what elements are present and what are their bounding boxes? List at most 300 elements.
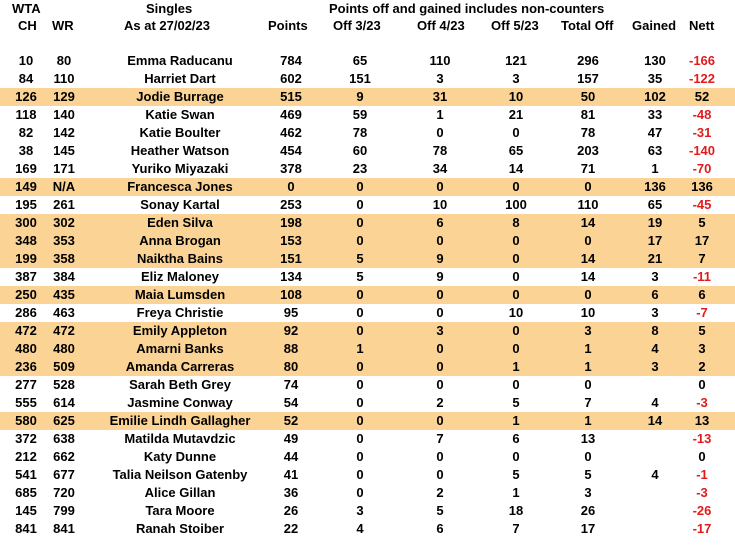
gained-cell: 21 [647, 251, 663, 266]
off-4-23-cell: 2 [436, 395, 444, 410]
points-cell: 515 [280, 89, 302, 104]
points-cell: 784 [280, 53, 302, 68]
table-row [0, 304, 735, 322]
off-5-23-cell: 5 [512, 467, 520, 482]
ch-cell: 555 [15, 395, 37, 410]
off-4-23-cell: 9 [436, 269, 444, 284]
points-cell: 22 [283, 521, 299, 536]
ch-cell: 82 [18, 125, 34, 140]
off-5-23-cell: 6 [512, 431, 520, 446]
header-nett: Nett [689, 18, 715, 33]
total-off-cell: 0 [584, 377, 592, 392]
points-cell: 44 [283, 449, 299, 464]
gained-cell: 33 [647, 107, 663, 122]
nett-cell: 136 [691, 179, 713, 194]
nett-cell: 17 [694, 233, 710, 248]
wr-cell: 358 [53, 251, 75, 266]
off-5-23-cell: 100 [505, 197, 527, 212]
gained-cell [630, 484, 680, 502]
wr-cell: 110 [53, 71, 75, 86]
off-5-23-cell: 65 [508, 143, 524, 158]
gained-cell: 14 [647, 413, 663, 428]
ch-cell: 126 [15, 89, 37, 104]
points-cell: 74 [283, 377, 299, 392]
header-gained: Gained [632, 18, 677, 33]
off-5-23-cell: 0 [512, 449, 520, 464]
off-4-23-cell: 31 [432, 89, 448, 104]
gained-cell: 3 [651, 359, 659, 374]
off-5-23-cell: 18 [508, 503, 524, 518]
player-name: Freya Christie [136, 305, 224, 320]
player-name: Katie Swan [145, 107, 215, 122]
off-3-23-cell: 9 [356, 89, 364, 104]
off-4-23-cell: 0 [436, 179, 444, 194]
off-3-23-cell: 0 [356, 377, 364, 392]
header-total-off: Total Off [561, 18, 614, 33]
off-5-23-cell: 0 [512, 323, 520, 338]
player-name: Amanda Carreras [125, 359, 235, 374]
total-off-cell: 14 [580, 251, 596, 266]
player-name: Tara Moore [145, 503, 215, 518]
gained-cell: 3 [651, 269, 659, 284]
off-5-23-cell: 10 [508, 305, 524, 320]
player-name: Anna Brogan [139, 233, 221, 248]
player-name: Matilda Mutavdzic [124, 431, 236, 446]
header-as-at: As at 27/02/23 [124, 18, 211, 33]
table-row [0, 430, 735, 448]
total-off-cell: 296 [577, 53, 599, 68]
header-points-off-title: Points off and gained includes non-counters [329, 1, 605, 16]
table-row [0, 502, 735, 520]
points-cell: 462 [280, 125, 302, 140]
gained-cell: 4 [651, 341, 659, 356]
wr-cell: 662 [53, 449, 75, 464]
off-4-23-cell: 2 [436, 485, 444, 500]
off-3-23-cell: 5 [356, 269, 364, 284]
player-name: Jasmine Conway [127, 395, 233, 410]
table-row [0, 322, 735, 340]
nett-cell: -13 [692, 431, 712, 446]
ch-cell: 286 [15, 305, 37, 320]
wr-cell: 625 [53, 413, 75, 428]
off-4-23-cell: 34 [432, 161, 448, 176]
points-cell: 602 [280, 71, 302, 86]
nett-cell: -70 [692, 161, 712, 176]
table-row [0, 286, 735, 304]
player-name: Alice Gillan [144, 485, 216, 500]
table-header [0, 0, 735, 40]
nett-cell: 2 [698, 359, 706, 374]
off-4-23-cell: 78 [432, 143, 448, 158]
points-cell: 95 [283, 305, 299, 320]
table-row [0, 250, 735, 268]
ch-cell: 38 [18, 143, 34, 158]
wr-cell: 353 [53, 233, 75, 248]
gained-cell [630, 448, 680, 466]
off-5-23-cell: 7 [512, 521, 520, 536]
gained-cell: 1 [651, 161, 659, 176]
off-3-23-cell: 5 [356, 251, 364, 266]
wr-cell: 140 [53, 107, 75, 122]
table-row [0, 124, 735, 142]
header-off-4-23: Off 4/23 [417, 18, 465, 33]
gained-cell: 4 [651, 467, 659, 482]
wr-cell: 799 [53, 503, 75, 518]
wr-cell: 480 [53, 341, 75, 356]
off-4-23-cell: 0 [436, 377, 444, 392]
total-off-cell: 81 [580, 107, 596, 122]
total-off-cell: 203 [577, 143, 599, 158]
header-points: Points [268, 18, 308, 33]
points-cell: 49 [283, 431, 299, 446]
points-cell: 153 [280, 233, 302, 248]
table-row [0, 196, 735, 214]
off-4-23-cell: 1 [436, 107, 444, 122]
off-4-23-cell: 9 [436, 251, 444, 266]
gained-cell: 35 [647, 71, 663, 86]
off-3-23-cell: 0 [356, 395, 364, 410]
nett-cell: 5 [698, 323, 706, 338]
player-name: Ranah Stoiber [135, 521, 225, 536]
table-row [0, 106, 735, 124]
gained-cell: 136 [644, 179, 666, 194]
total-off-cell: 78 [580, 125, 596, 140]
nett-cell: -31 [692, 125, 712, 140]
points-cell: 88 [283, 341, 299, 356]
wr-cell: 142 [53, 125, 75, 140]
points-cell: 52 [283, 413, 299, 428]
header-off-3-23: Off 3/23 [333, 18, 381, 33]
player-name: Amarni Banks [136, 341, 224, 356]
wr-cell: 171 [53, 161, 75, 176]
points-cell: 151 [280, 251, 302, 266]
wr-cell: 384 [53, 269, 75, 284]
player-name: Sarah Beth Grey [129, 377, 231, 392]
points-cell: 41 [283, 467, 299, 482]
off-5-23-cell: 0 [512, 233, 520, 248]
wr-cell: 509 [53, 359, 75, 374]
ch-cell: 372 [15, 431, 37, 446]
gained-cell: 19 [647, 215, 663, 230]
table-row [0, 214, 735, 232]
points-cell: 108 [280, 287, 302, 302]
ch-cell: 580 [15, 413, 37, 428]
table-row [0, 448, 735, 466]
off-3-23-cell: 0 [356, 233, 364, 248]
nett-cell: -17 [692, 521, 712, 536]
rankings-table-body [0, 52, 735, 538]
total-off-cell: 3 [584, 485, 592, 500]
player-name: Harriet Dart [144, 71, 216, 86]
nett-cell: -3 [696, 395, 708, 410]
off-3-23-cell: 0 [356, 449, 364, 464]
off-3-23-cell: 0 [356, 179, 364, 194]
gained-cell: 102 [644, 89, 666, 104]
total-off-cell: 13 [580, 431, 596, 446]
off-5-23-cell: 10 [508, 89, 524, 104]
total-off-cell: 0 [584, 449, 592, 464]
off-3-23-cell: 59 [352, 107, 368, 122]
gained-cell [630, 502, 680, 520]
nett-cell: -11 [692, 269, 712, 284]
off-4-23-cell: 0 [436, 359, 444, 374]
total-off-cell: 50 [580, 89, 596, 104]
gained-cell: 130 [644, 53, 666, 68]
table-row [0, 376, 735, 394]
off-3-23-cell: 0 [356, 431, 364, 446]
off-4-23-cell: 10 [432, 197, 448, 212]
ch-cell: 149 [15, 179, 37, 194]
nett-cell: -140 [688, 143, 716, 158]
player-name: Eliz Maloney [140, 269, 220, 284]
off-3-23-cell: 0 [356, 359, 364, 374]
nett-cell: -26 [692, 503, 712, 518]
header-off-5-23: Off 5/23 [491, 18, 539, 33]
off-5-23-cell: 21 [508, 107, 524, 122]
player-name: Emily Appleton [132, 323, 228, 338]
table-row [0, 268, 735, 286]
off-5-23-cell: 0 [512, 125, 520, 140]
ch-cell: 685 [15, 485, 37, 500]
ch-cell: 84 [18, 71, 34, 86]
off-5-23-cell: 1 [512, 485, 520, 500]
ch-cell: 212 [15, 449, 37, 464]
ch-cell: 541 [15, 467, 37, 482]
table-row [0, 70, 735, 88]
nett-cell: -45 [692, 197, 712, 212]
gained-cell: 47 [647, 125, 663, 140]
off-3-23-cell: 151 [349, 71, 371, 86]
off-5-23-cell: 0 [512, 269, 520, 284]
ch-cell: 199 [15, 251, 37, 266]
total-off-cell: 157 [577, 71, 599, 86]
nett-cell: -122 [688, 71, 716, 86]
ch-cell: 472 [15, 323, 37, 338]
total-off-cell: 17 [580, 521, 596, 536]
off-3-23-cell: 0 [356, 467, 364, 482]
wr-cell: 841 [53, 521, 75, 536]
total-off-cell: 0 [584, 287, 592, 302]
header-wta: WTA [12, 1, 41, 16]
points-cell: 36 [283, 485, 299, 500]
nett-cell: 0 [698, 377, 706, 392]
table-row [0, 340, 735, 358]
points-cell: 26 [283, 503, 299, 518]
table-row [0, 160, 735, 178]
points-cell: 54 [283, 395, 299, 410]
off-4-23-cell: 6 [436, 215, 444, 230]
total-off-cell: 26 [580, 503, 596, 518]
total-off-cell: 7 [584, 395, 592, 410]
wr-cell: 261 [53, 197, 75, 212]
wr-cell: 145 [53, 143, 75, 158]
off-4-23-cell: 0 [436, 467, 444, 482]
total-off-cell: 5 [584, 467, 592, 482]
wr-cell: 472 [53, 323, 75, 338]
points-cell: 454 [280, 143, 302, 158]
wr-cell: 614 [53, 395, 75, 410]
total-off-cell: 1 [584, 413, 592, 428]
nett-cell: 5 [698, 215, 706, 230]
gained-cell: 17 [647, 233, 663, 248]
header-ch: CH [18, 18, 37, 33]
off-4-23-cell: 5 [436, 503, 444, 518]
off-3-23-cell: 1 [356, 341, 364, 356]
player-name: Emma Raducanu [127, 53, 233, 68]
gained-cell [630, 430, 680, 448]
ch-cell: 300 [15, 215, 37, 230]
total-off-cell: 0 [584, 233, 592, 248]
off-5-23-cell: 121 [505, 53, 527, 68]
nett-cell: -166 [688, 53, 716, 68]
ch-cell: 145 [15, 503, 37, 518]
points-cell: 469 [280, 107, 302, 122]
off-3-23-cell: 60 [352, 143, 368, 158]
points-cell: 80 [283, 359, 299, 374]
gained-cell: 63 [647, 143, 663, 158]
player-name: Katy Dunne [143, 449, 217, 464]
off-5-23-cell: 0 [512, 377, 520, 392]
total-off-cell: 1 [584, 341, 592, 356]
off-5-23-cell: 0 [512, 287, 520, 302]
player-name: Katie Boulter [139, 125, 221, 140]
ch-cell: 277 [15, 377, 37, 392]
off-3-23-cell: 4 [356, 521, 364, 536]
table-row [0, 178, 735, 196]
off-5-23-cell: 8 [512, 215, 520, 230]
table-row [0, 142, 735, 160]
wr-cell: 302 [53, 215, 75, 230]
points-cell: 0 [287, 179, 295, 194]
points-cell: 253 [280, 197, 302, 212]
off-5-23-cell: 0 [512, 179, 520, 194]
points-cell: 198 [280, 215, 302, 230]
nett-cell: 3 [698, 341, 706, 356]
player-name: Heather Watson [130, 143, 230, 158]
player-name: Jodie Burrage [136, 89, 224, 104]
table-row [0, 412, 735, 430]
player-name: Emilie Lindh Gallagher [109, 413, 251, 428]
off-3-23-cell: 0 [356, 305, 364, 320]
off-3-23-cell: 0 [356, 215, 364, 230]
off-3-23-cell: 23 [352, 161, 368, 176]
off-3-23-cell: 0 [356, 413, 364, 428]
off-3-23-cell: 0 [356, 287, 364, 302]
wr-cell: 720 [53, 485, 75, 500]
off-4-23-cell: 0 [436, 287, 444, 302]
ch-cell: 841 [15, 521, 37, 536]
off-4-23-cell: 0 [436, 233, 444, 248]
player-name: Yuriko Miyazaki [131, 161, 229, 176]
off-4-23-cell: 0 [436, 341, 444, 356]
gained-cell [630, 376, 680, 394]
player-name: Francesca Jones [127, 179, 233, 194]
ch-cell: 236 [15, 359, 37, 374]
ch-cell: 348 [15, 233, 37, 248]
off-4-23-cell: 3 [436, 71, 444, 86]
off-3-23-cell: 78 [352, 125, 368, 140]
total-off-cell: 0 [584, 179, 592, 194]
gained-cell: 4 [651, 395, 659, 410]
wr-cell: 463 [53, 305, 75, 320]
off-5-23-cell: 1 [512, 359, 520, 374]
gained-cell: 8 [651, 323, 659, 338]
table-row [0, 394, 735, 412]
off-3-23-cell: 0 [356, 197, 364, 212]
nett-cell: 6 [698, 287, 706, 302]
total-off-cell: 10 [580, 305, 596, 320]
off-5-23-cell: 1 [512, 413, 520, 428]
off-5-23-cell: 0 [512, 251, 520, 266]
off-4-23-cell: 0 [436, 125, 444, 140]
ch-cell: 10 [18, 53, 34, 68]
off-5-23-cell: 3 [512, 71, 520, 86]
off-4-23-cell: 7 [436, 431, 444, 446]
ch-cell: 250 [15, 287, 37, 302]
player-name: Naiktha Bains [137, 251, 223, 266]
points-cell: 134 [280, 269, 302, 284]
ch-cell: 169 [15, 161, 37, 176]
wr-cell: 528 [53, 377, 75, 392]
off-4-23-cell: 0 [436, 413, 444, 428]
total-off-cell: 14 [580, 269, 596, 284]
player-name: Maia Lumsden [134, 287, 226, 302]
off-3-23-cell: 65 [352, 53, 368, 68]
wr-cell: 677 [53, 467, 75, 482]
table-row [0, 466, 735, 484]
off-3-23-cell: 0 [356, 323, 364, 338]
off-4-23-cell: 3 [436, 323, 444, 338]
player-name: Talia Neilson Gatenby [112, 467, 248, 482]
nett-cell: -7 [696, 305, 708, 320]
total-off-cell: 71 [580, 161, 596, 176]
table-row [0, 520, 735, 538]
wr-cell: 435 [53, 287, 75, 302]
total-off-cell: 14 [580, 215, 596, 230]
points-cell: 92 [283, 323, 299, 338]
player-name: Eden Silva [147, 215, 213, 230]
wr-cell: 80 [56, 53, 72, 68]
nett-cell: 0 [698, 449, 706, 464]
nett-cell: -48 [692, 107, 712, 122]
off-4-23-cell: 6 [436, 521, 444, 536]
ch-cell: 118 [15, 107, 37, 122]
nett-cell: 52 [694, 89, 710, 104]
total-off-cell: 110 [577, 197, 599, 212]
table-row [0, 88, 735, 106]
wr-cell: N/A [52, 179, 76, 194]
ch-cell: 195 [15, 197, 37, 212]
off-5-23-cell: 0 [512, 341, 520, 356]
nett-cell: 7 [698, 251, 706, 266]
header-wr: WR [52, 18, 74, 33]
off-4-23-cell: 0 [436, 305, 444, 320]
off-5-23-cell: 5 [512, 395, 520, 410]
gained-cell: 65 [647, 197, 663, 212]
table-row [0, 232, 735, 250]
table-row [0, 358, 735, 376]
table-row [0, 484, 735, 502]
header-singles: Singles [146, 1, 193, 16]
ch-cell: 387 [15, 269, 37, 284]
off-4-23-cell: 110 [429, 53, 451, 68]
off-3-23-cell: 0 [356, 485, 364, 500]
points-cell: 378 [280, 161, 302, 176]
off-5-23-cell: 14 [508, 161, 524, 176]
ch-cell: 480 [15, 341, 37, 356]
nett-cell: -3 [696, 485, 708, 500]
wr-cell: 638 [53, 431, 75, 446]
